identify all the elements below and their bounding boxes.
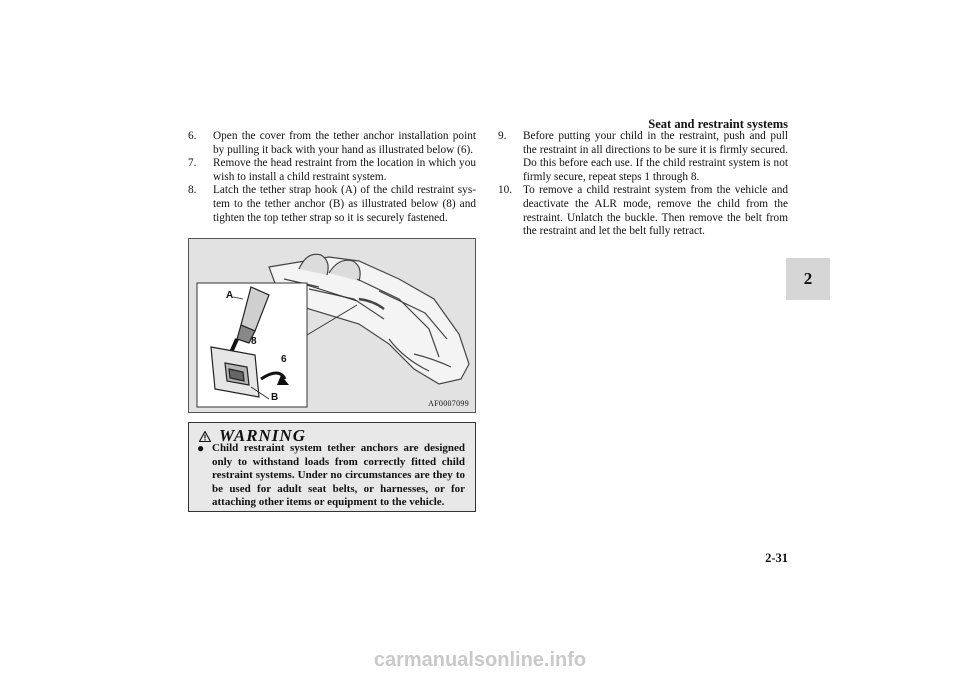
step-number: 9. xyxy=(498,130,507,142)
bullet-icon: ● xyxy=(197,441,205,455)
step-number: 6. xyxy=(188,130,197,142)
warning-triangle-icon xyxy=(199,431,211,442)
right-column xyxy=(498,130,788,239)
warning-text xyxy=(197,442,465,510)
step-8 xyxy=(188,184,476,225)
label-6: 6 xyxy=(281,354,287,365)
step-text: Latch the tether strap hook (A) of the child restraint sys-tem to the tether anchor (B) as illustrated below (8) and tighten the top tether strap so it is securely fastened. xyxy=(213,184,476,224)
label-a: A xyxy=(226,290,234,301)
chapter-tab-label: 2 xyxy=(803,269,813,288)
section-title: Seat and restraint systems xyxy=(648,117,788,131)
left-column xyxy=(188,130,476,225)
step-text: Before putting your child in the restraint, push and pull the restraint in all directions to be sure it is firmly secured. Do this before each use. If the child restraint system is not firmly secure, repeat steps 1 through 8. xyxy=(523,130,788,183)
step-text: Remove the head restraint from the location in which you wish to install a child restraint system. xyxy=(213,157,476,183)
step-10 xyxy=(498,184,788,238)
illustration-drawing xyxy=(189,239,475,412)
step-number: 8. xyxy=(188,184,197,197)
step-number: 10. xyxy=(498,184,513,197)
warning-body-text: Child restraint system tether anchors are designed only to withstand loads from correctly fitted child restraint systems. Under no circumstances are they to be used for adult seat belts, or harnesses, or for attaching other items or equipment to the vehicle. xyxy=(212,442,465,509)
step-text: Open the cover from the tether anchor installation point by pulling it back with your hand as illustrated below (6). xyxy=(213,130,476,156)
warning-title: WARNING xyxy=(219,426,306,445)
page-number: 2-31 xyxy=(765,551,788,565)
step-text: To remove a child restraint system from the vehicle and deactivate the ALR mode, remove the child from the restraint. Unlatch the buckle. Then remove the belt from the restraint and let the belt fully retract. xyxy=(523,184,788,238)
watermark[interactable]: carmanualsonline.info xyxy=(373,649,587,671)
chapter-tab[interactable] xyxy=(786,258,830,300)
step-7 xyxy=(188,157,476,184)
step-number: 7. xyxy=(188,157,197,170)
label-8: 8 xyxy=(251,336,257,347)
tether-anchor-illustration xyxy=(188,238,476,413)
figure-code: AF0007099 xyxy=(428,399,469,408)
warning-box xyxy=(188,422,476,512)
label-b: B xyxy=(271,392,279,403)
step-9 xyxy=(498,130,788,184)
step-6 xyxy=(188,130,476,157)
